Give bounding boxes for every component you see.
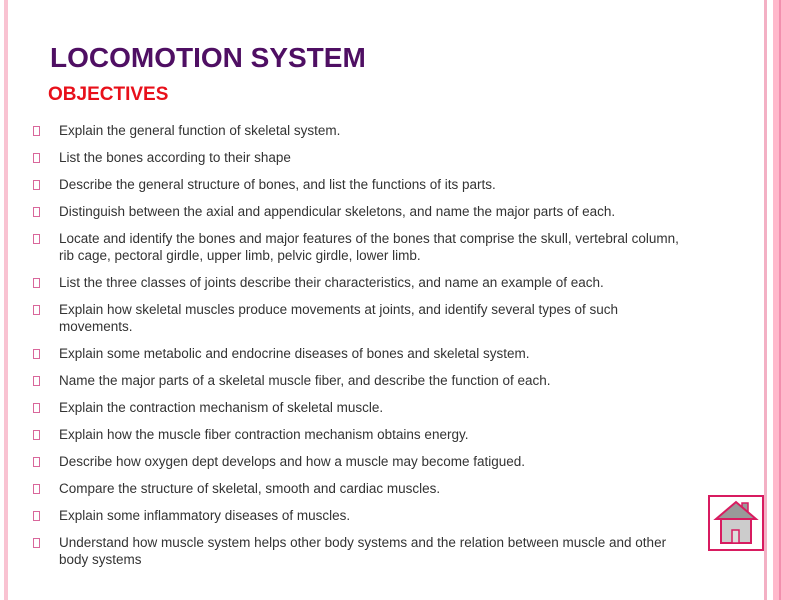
list-item bbox=[33, 230, 693, 264]
objective-text: Distinguish between the axial and appendicular skeletons, and name the major parts of each. bbox=[59, 204, 616, 219]
bullet-icon bbox=[33, 430, 40, 440]
list-item bbox=[33, 149, 693, 166]
list-item bbox=[33, 176, 693, 193]
home-button[interactable] bbox=[708, 495, 764, 551]
objective-text: List the bones according to their shape bbox=[59, 150, 291, 165]
objectives-list bbox=[33, 122, 693, 578]
list-item bbox=[33, 122, 693, 139]
bullet-icon bbox=[33, 207, 40, 217]
page-title: LOCOMOTION SYSTEM bbox=[50, 42, 366, 73]
list-item bbox=[33, 301, 693, 335]
right-border-band bbox=[773, 0, 800, 600]
list-item bbox=[33, 399, 693, 416]
bullet-icon bbox=[33, 484, 40, 494]
list-item bbox=[33, 507, 693, 524]
list-item bbox=[33, 274, 693, 291]
objective-text: Compare the structure of skeletal, smooth and cardiac muscles. bbox=[59, 481, 441, 496]
right-border-line bbox=[764, 0, 767, 600]
bullet-icon bbox=[33, 180, 40, 190]
bullet-icon bbox=[33, 305, 40, 315]
objective-text: Name the major parts of a skeletal muscle fiber, and describe the function of each. bbox=[59, 373, 551, 388]
list-item bbox=[33, 534, 693, 568]
list-item bbox=[33, 480, 693, 497]
objective-text: Explain the general function of skeletal system. bbox=[59, 123, 341, 138]
objective-text: Locate and identify the bones and major features of the bones that comprise the skull, vertebral column, rib cage, pectoral girdle, upper limb, pelvic girdle, lower limb. bbox=[59, 231, 679, 263]
left-border-line bbox=[4, 0, 8, 600]
list-item bbox=[33, 426, 693, 443]
bullet-icon bbox=[33, 457, 40, 467]
objective-text: Describe how oxygen dept develops and how a muscle may become fatigued. bbox=[59, 454, 526, 469]
objective-text: Explain some inflammatory diseases of muscles. bbox=[59, 508, 351, 523]
objective-text: Explain how the muscle fiber contraction mechanism obtains energy. bbox=[59, 427, 469, 442]
objective-text: List the three classes of joints describe their characteristics, and name an example of each. bbox=[59, 275, 604, 290]
bullet-icon bbox=[33, 153, 40, 163]
bullet-icon bbox=[33, 234, 40, 244]
objective-text: Explain the contraction mechanism of skeletal muscle. bbox=[59, 400, 384, 415]
bullet-icon bbox=[33, 403, 40, 413]
page-subtitle: OBJECTIVES bbox=[48, 84, 169, 105]
bullet-icon bbox=[33, 349, 40, 359]
list-item bbox=[33, 345, 693, 362]
bullet-icon bbox=[33, 126, 40, 136]
right-border-stripe bbox=[779, 0, 781, 600]
list-item bbox=[33, 372, 693, 389]
list-item bbox=[33, 453, 693, 470]
bullet-icon bbox=[33, 538, 40, 548]
list-item bbox=[33, 203, 693, 220]
objective-text: Explain some metabolic and endocrine diseases of bones and skeletal system. bbox=[59, 346, 530, 361]
objective-text: Describe the general structure of bones, and list the functions of its parts. bbox=[59, 177, 496, 192]
bullet-icon bbox=[33, 511, 40, 521]
home-icon bbox=[710, 497, 762, 549]
objective-text: Understand how muscle system helps other body systems and the relation between muscle and other body systems bbox=[59, 535, 667, 567]
bullet-icon bbox=[33, 376, 40, 386]
objective-text: Explain how skeletal muscles produce movements at joints, and identify several types of such movements. bbox=[59, 302, 619, 334]
bullet-icon bbox=[33, 278, 40, 288]
